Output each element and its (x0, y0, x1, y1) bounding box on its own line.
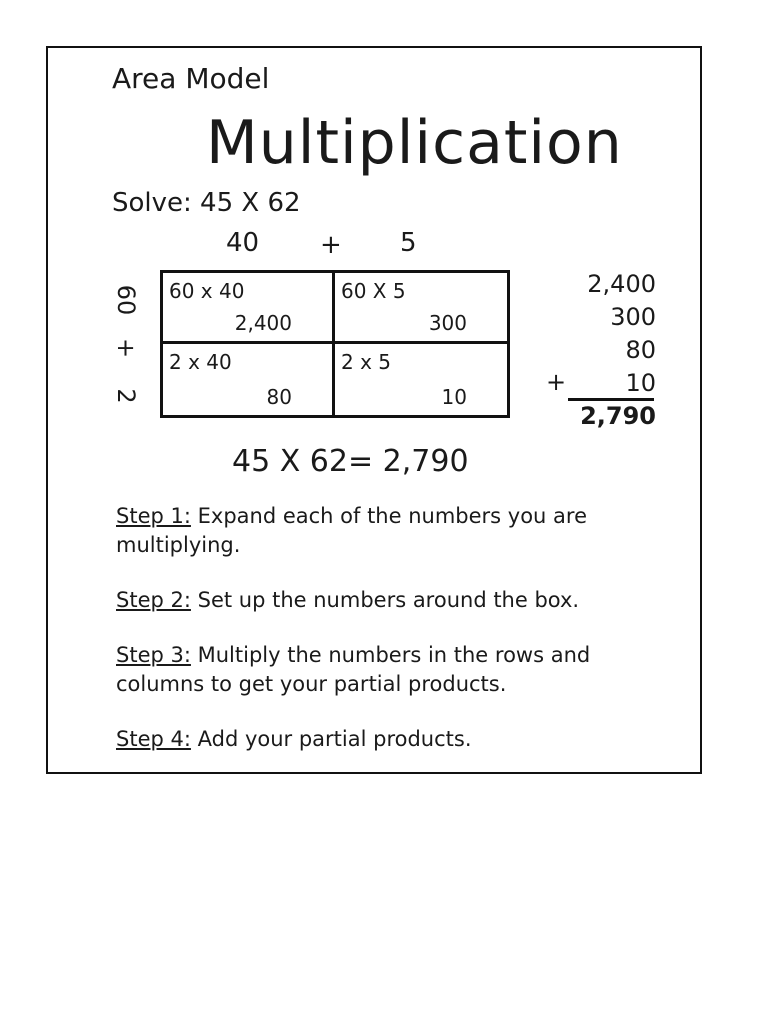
anchor-chart-card (46, 46, 702, 774)
top-label-ones: 5 (400, 228, 417, 258)
grid-cell (335, 273, 507, 344)
step-item (116, 641, 676, 699)
cell-expression: 60 X 5 (341, 279, 406, 303)
sum-total: 2,790 (580, 402, 656, 430)
cell-product: 10 (441, 385, 467, 409)
sum-rule-line (568, 398, 654, 401)
step-item (116, 586, 676, 615)
addend: 80 (625, 336, 656, 364)
step-label: Step 2: (116, 588, 191, 612)
side-label-plus: + (112, 337, 140, 359)
grid-cell (163, 273, 335, 344)
final-equation: 45 X 62= 2,790 (232, 444, 469, 479)
side-label-tens: 60 (112, 284, 140, 316)
solve-prompt: Solve: 45 X 62 (112, 188, 301, 218)
addend: 10 (625, 369, 656, 397)
chart-title: Multiplication (206, 108, 623, 178)
cell-product: 2,400 (234, 311, 292, 335)
step-text: Add your partial products. (197, 727, 472, 751)
step-label: Step 4: (116, 727, 191, 751)
side-labels (108, 280, 144, 428)
step-item (116, 502, 676, 560)
cell-expression: 60 x 40 (169, 279, 245, 303)
grid-cell (335, 344, 507, 415)
addend: 300 (610, 303, 656, 331)
step-text: Multiply the numbers in the rows and columns to get your partial products. (116, 643, 591, 696)
side-label-ones: 2 (112, 388, 140, 404)
step-text: Set up the numbers around the box. (197, 588, 580, 612)
step-text: Expand each of the numbers you are multiplying. (116, 504, 588, 557)
top-label-plus: + (320, 230, 342, 260)
step-label: Step 3: (116, 643, 191, 667)
cell-product: 300 (428, 311, 467, 335)
cell-product: 80 (266, 385, 292, 409)
addend: 2,400 (587, 270, 656, 298)
area-model-grid (160, 270, 510, 418)
chart-subtitle: Area Model (112, 62, 270, 95)
plus-sign: + (546, 368, 567, 396)
partial-products-sum (546, 268, 656, 430)
cell-expression: 2 x 5 (341, 350, 391, 374)
step-label: Step 1: (116, 504, 191, 528)
step-item (116, 725, 676, 754)
cell-expression: 2 x 40 (169, 350, 232, 374)
top-label-tens: 40 (226, 228, 260, 258)
grid-cell (163, 344, 335, 415)
steps-list (116, 502, 676, 780)
